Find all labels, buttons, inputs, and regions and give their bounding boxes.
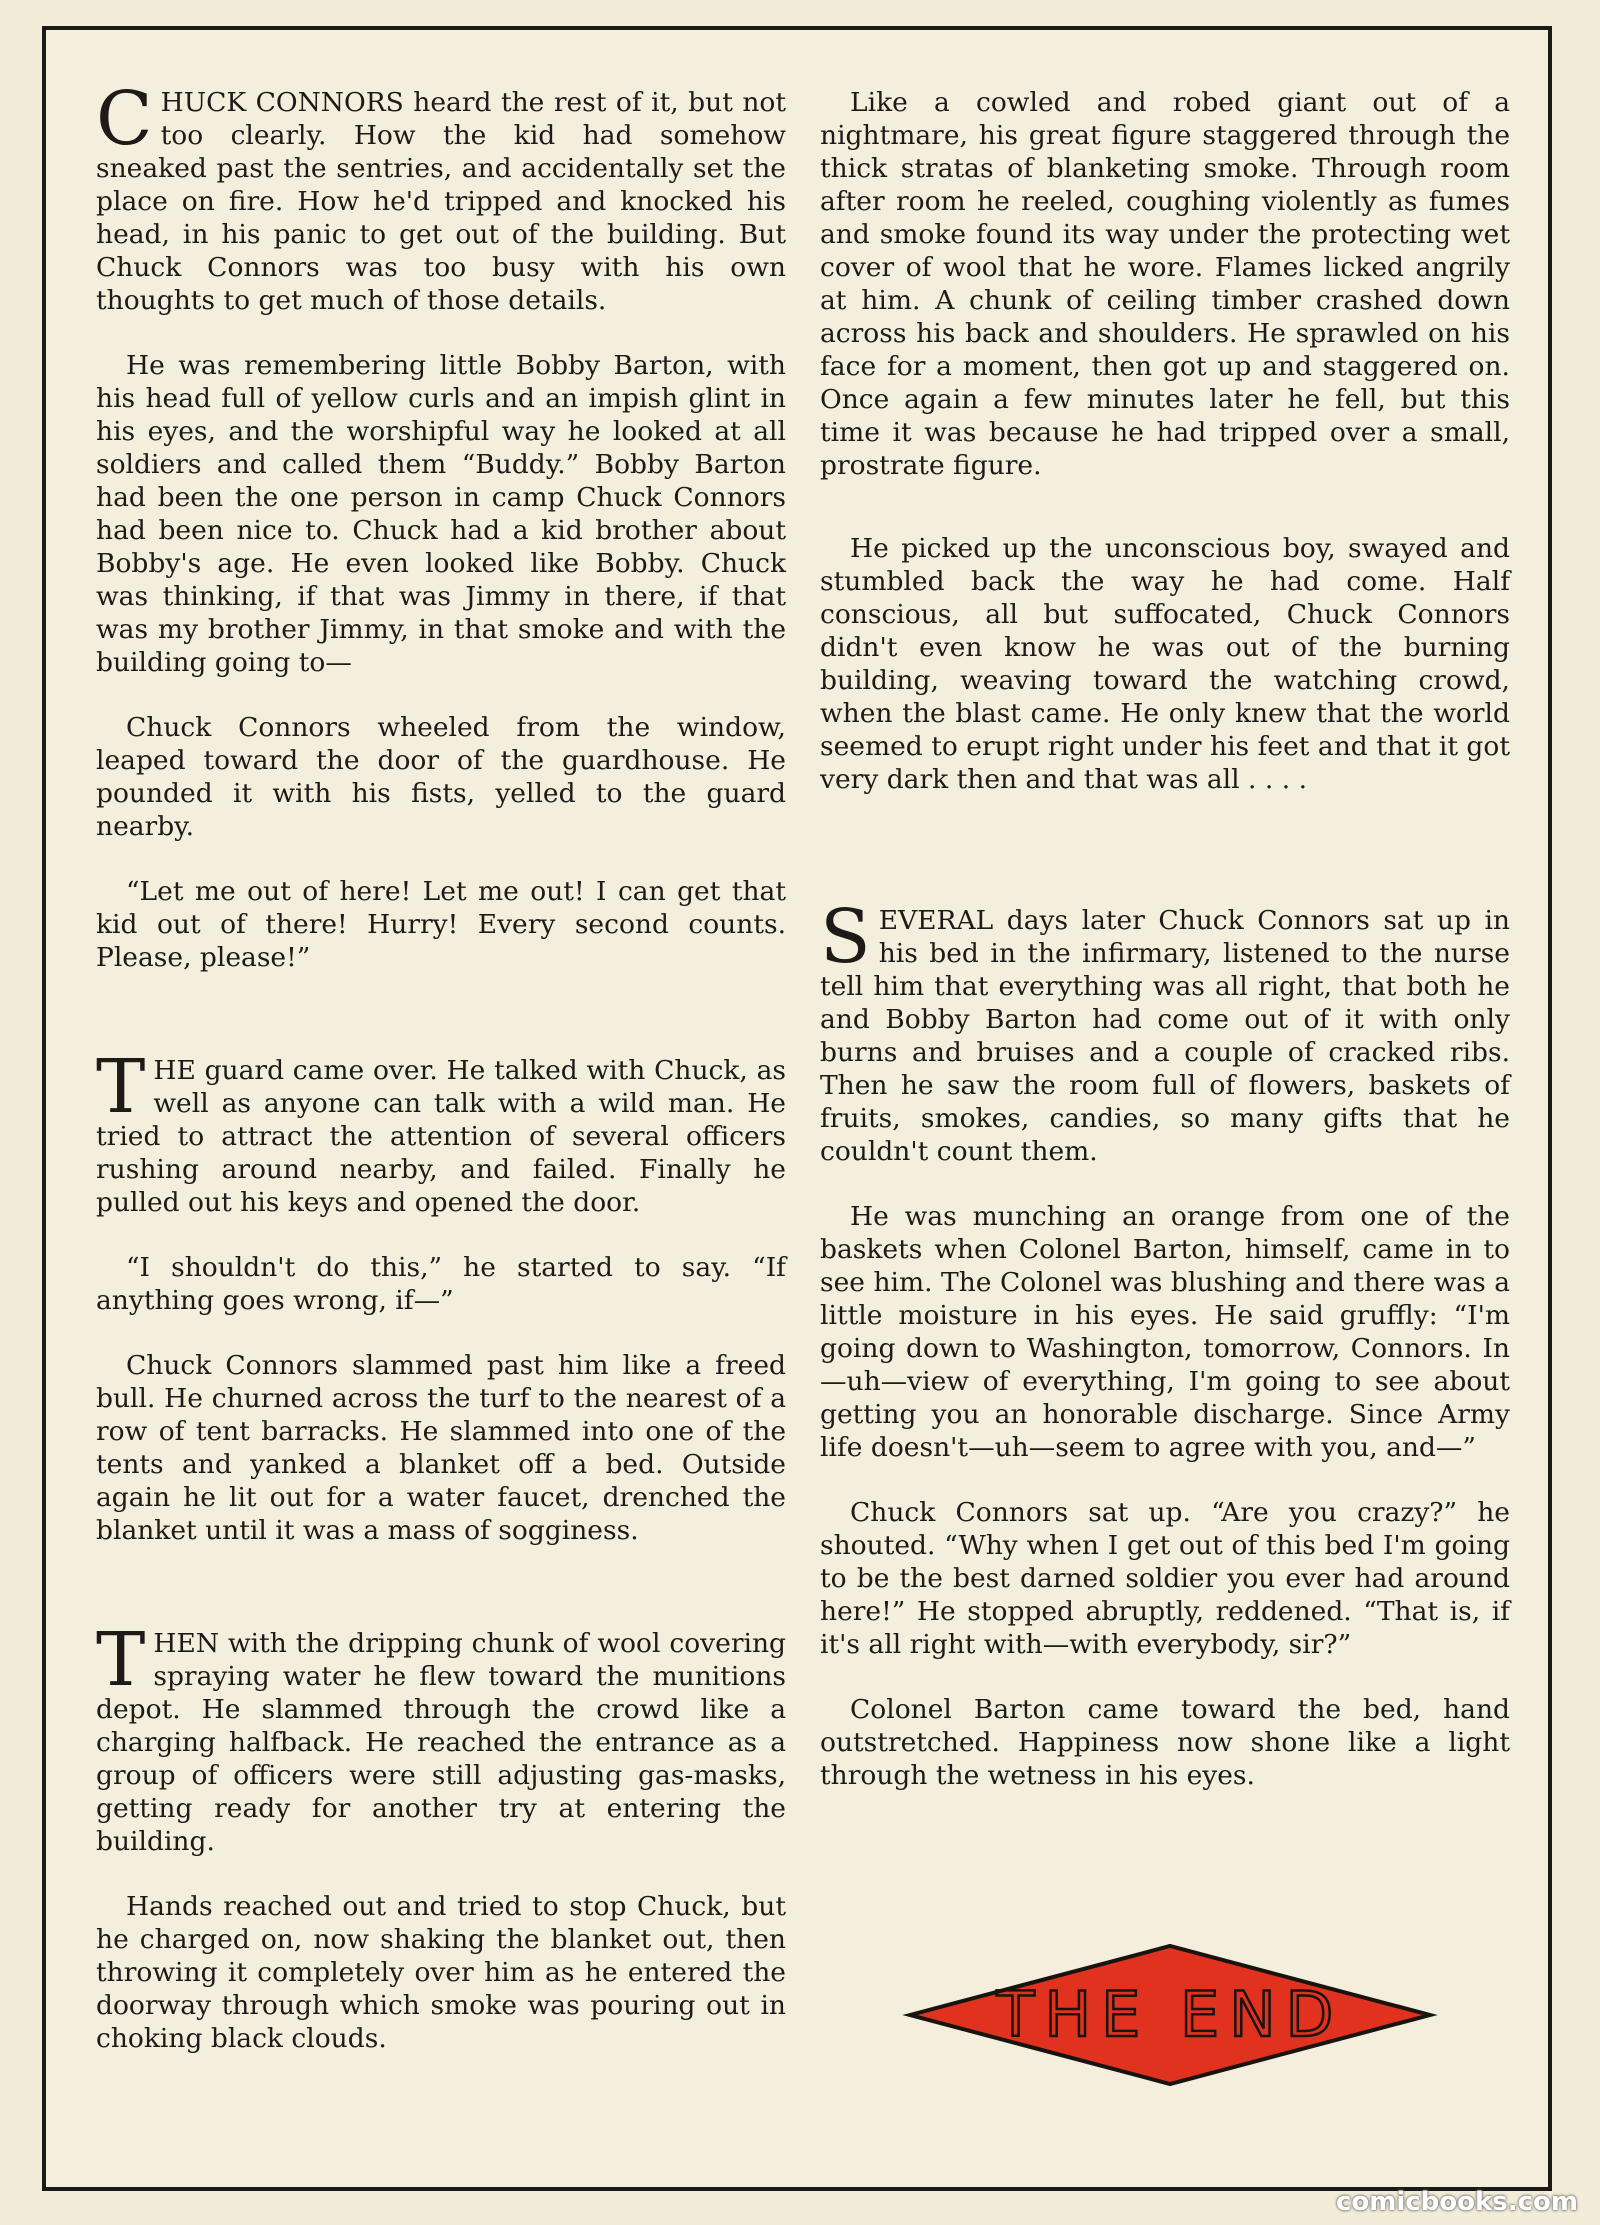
story-paragraph: He was remembering little Bobby Barton, with his head full of yellow curls and an impish glint in his eyes, and the worshipful way he looked at all soldiers and called them “Buddy.” Bobby Barton had been the one person in camp Chuck Connors had been nice to. Chuck had a kid brother about Bobby's age. He even looked like Bobby. Chuck was thinking, if that was Jimmy in there, if that was my brother Jimmy, in that smoke and with the building going to— (96, 350, 786, 678)
story-paragraph: “I shouldn't do this,” he started to say. “If anything goes wrong, if—” (96, 1252, 786, 1316)
spacer (820, 828, 1510, 904)
story-paragraph: Chuck Connors wheeled from the window, leaped toward the door of the guardhouse. He pounded it with his fists, yelled to the guard nearby. (96, 712, 786, 842)
story-paragraph: He was munching an orange from one of the baskets when Colonel Barton, himself, came in to see him. The Colonel was blushing and there was a little moisture in his eyes. He said gruffly: “I'm going down to Washington, tomorrow, Connors. In—uh—view of everything, I'm going to see about getting you an honorable discharge. Since Army life doesn't—uh—seem to agree with you, and—” (820, 1201, 1510, 1463)
left-column (96, 76, 786, 2087)
drop-cap: C (96, 76, 153, 162)
the-end-banner (900, 1940, 1440, 2090)
the-end-text: THE END (996, 1978, 1344, 2051)
spacer (96, 1579, 786, 1627)
right-column (820, 86, 1510, 1824)
story-paragraph: SEVERAL days later Chuck Connors sat up in his bed in the infirmary, listened to the nurse tell him that everything was all right, that both he and Bobby Barton had come out of it with only burns and bruises and a couple of cracked ribs. Then he saw the room full of flowers, baskets of fruits, smokes, candies, so many gifts that he couldn't count them. (820, 894, 1510, 1167)
story-paragraph: THEN with the dripping chunk of wool covering spraying water he flew toward the munitions depot. He slammed through the crowd like a charging halfback. He reached the entrance as a group of officers were still adjusting gas-masks, getting ready for another try at entering the building. (96, 1617, 786, 1857)
story-paragraph: CHUCK CONNORS heard the rest of it, but not too clearly. How the kid had somehow sneaked past the sentries, and accidentally set the place on fire. How he'd tripped and knocked his head, in his panic to get out of the building. But Chuck Connors was too busy with his own thoughts to get much of those details. (96, 76, 786, 316)
story-paragraph: THE guard came over. He talked with Chuck, as well as anyone can talk with a wild man. He tried to attract the attention of several officers rushing around nearby, and failed. Finally he pulled out his keys and opened the door. (96, 1044, 786, 1218)
story-paragraph: Chuck Connors sat up. “Are you crazy?” he shouted. “Why when I get out of this bed I'm going to be the best darned soldier you ever had around here!” He stopped abruptly, reddened. “That is, if it's all right with—with everybody, sir?” (820, 1497, 1510, 1660)
drop-cap: T (96, 1044, 146, 1130)
drop-cap: T (96, 1617, 146, 1703)
spacer (96, 1006, 786, 1054)
story-paragraph: Chuck Connors slammed past him like a freed bull. He churned across the turf to the nearest of a row of tent barracks. He slammed into one of the tents and yanked a blanket off a bed. Outside again he lit out for a water faucet, drenched the blanket until it was a mass of sogginess. (96, 1350, 786, 1546)
spacer (820, 514, 1510, 532)
watermark: comicbooks.com (1335, 2187, 1578, 2217)
story-paragraph: Like a cowled and robed giant out of a nightmare, his great figure staggered through the thick stratas of blanketing smoke. Through room after room he reeled, coughing violently as fumes and smoke found its way under the protecting wet cover of wool that he wore. Flames licked angrily at him. A chunk of ceiling timber crashed down across his back and shoulders. He sprawled on his face for a moment, then got up and staggered on. Once again a few minutes later he fell, but this time it was because he had tripped over a small, prostrate figure. (820, 87, 1510, 481)
drop-cap: S (820, 894, 871, 980)
story-paragraph: Colonel Barton came toward the bed, hand outstretched. Happiness now shone like a light through the wetness in his eyes. (820, 1694, 1510, 1791)
the-end-diamond (900, 1940, 1440, 2090)
story-paragraph: “Let me out of here! Let me out! I can get that kid out of there! Hurry! Every second counts. Please, please!” (96, 876, 786, 973)
story-paragraph: Hands reached out and tried to stop Chuck, but he charged on, now shaking the blanket out, then throwing it completely over him as he entered the doorway through which smoke was pouring out in choking black clouds. (96, 1891, 786, 2054)
story-paragraph: He picked up the unconscious boy, swayed and stumbled back the way he had come. Half conscious, all but suffocated, Chuck Connors didn't even know he was out of the burning building, weaving toward the watching crowd, when the blast came. He only knew that the world seemed to erupt right under his feet and that it got very dark then and that was all . . . . (820, 533, 1510, 795)
